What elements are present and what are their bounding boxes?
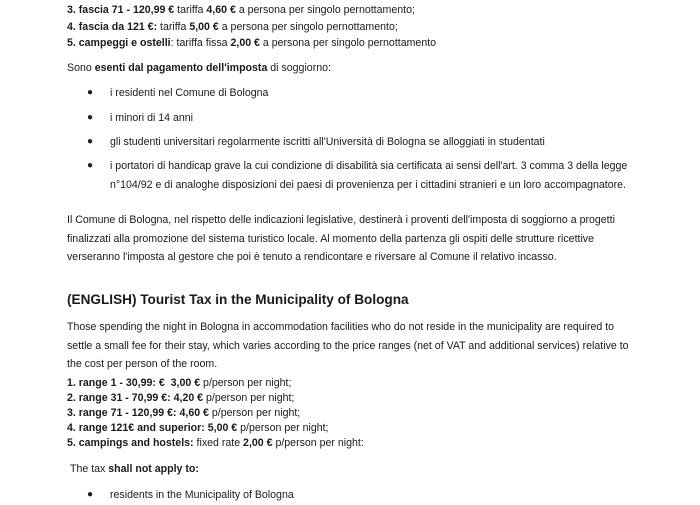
en-rate-4: 4. range 121€ and superior: 5,00 € p/person per night; xyxy=(67,422,329,434)
it-exempt-item: i minori di 14 anni xyxy=(110,112,194,124)
it-rate-3: 3. fascia 71 - 120,99 € tariffa 4,60 € a persona per singolo pernottamento; xyxy=(67,4,415,16)
it-exempt-item: i portatori di handicap grave la cui condizione di disabilità sia certificata ai sensi dell'art. 3 comma 3 della legge n°104/92 e di analoghe disposizioni dei paesi di provenienza per i cittadini stranieri e un loro accompagnatore. xyxy=(110,160,628,191)
en-rate-1: 1. range 1 - 30,99: € 3,00 € p/person per night; xyxy=(67,377,292,389)
en-rate-5: 5. campings and hostels: fixed rate 2,00 € p/person per night: xyxy=(67,437,364,449)
bullet-icon: ● xyxy=(87,87,94,98)
it-rate-4: 4. fascia da 121 €: tariffa 5,00 € a persona per singolo pernottamento; xyxy=(67,21,398,33)
it-exempt-item: i residenti nel Comune di Bologna xyxy=(110,87,269,99)
bullet-icon: ● xyxy=(87,112,94,123)
en-exempt-intro: The tax shall not apply to: xyxy=(70,463,199,475)
it-exempt-item: gli studenti universitari regolarmente iscritti all'Università di Bologna se alloggiati in studentati xyxy=(110,136,545,148)
en-intro-paragraph: Those spending the night in Bologna in accommodation facilities who do not reside in the municipality are required to settle a small fee for their stay, which varies according to the price ranges (net of VAT and additional services) relative to the cost per person of the room. xyxy=(67,321,629,370)
it-exempt-intro: Sono esenti dal pagamento dell'imposta di soggiorno: xyxy=(67,62,331,74)
it-closing-paragraph: Il Comune di Bologna, nel rispetto delle indicazioni legislative, destinerà i proventi dell'imposta di soggiorno a progetti finalizzati alla promozione del sistema turistico locale. Al momento della partenza gli ospiti delle strutture ricettive verseranno l'imposta al gestore che poi è tenuto a rendicontare e riversare al Comune il relativo incasso. xyxy=(67,214,615,263)
it-rate-5: 5. campeggi e ostelli: tariffa fissa 2,00 € a persona per singolo pernottamento xyxy=(67,37,437,49)
en-rate-3: 3. range 71 - 120,99 €: 4,60 € p/person per night; xyxy=(67,407,301,419)
bullet-icon: ● xyxy=(87,160,94,171)
bullet-icon: ● xyxy=(87,136,94,147)
en-section-heading: (ENGLISH) Tourist Tax in the Municipality of Bologna xyxy=(67,292,409,307)
en-rate-2: 2. range 31 - 70,99 €: 4,20 € p/person per night; xyxy=(67,392,295,404)
bullet-icon: ● xyxy=(87,489,94,500)
en-exempt-item: residents in the Municipality of Bologna xyxy=(110,489,294,501)
